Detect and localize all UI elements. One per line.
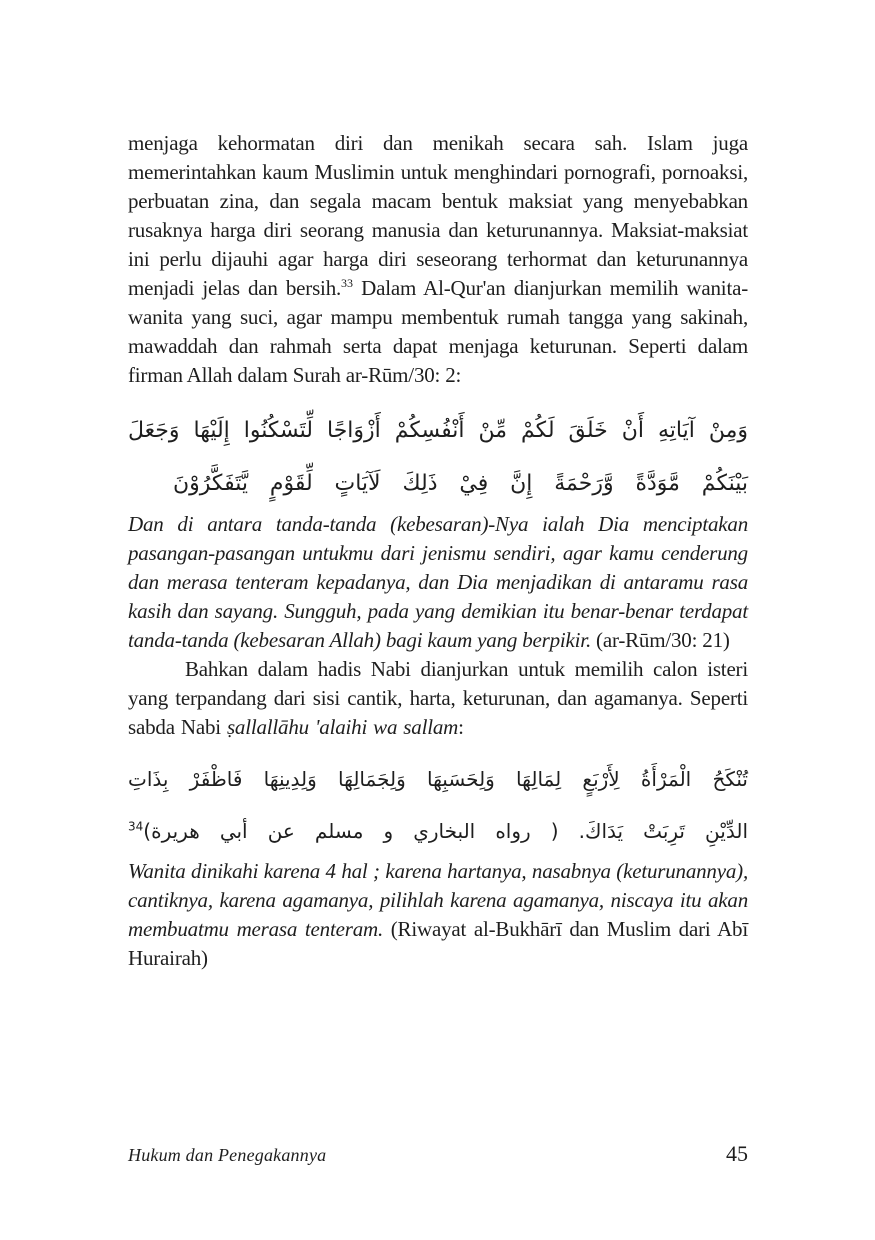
hadith-line-1: تُنْكَحُ الْمَرْأَةُ لِأَرْبَعٍ لِمَالِهَا وَلِحَسَبِهَا وَلِجَمَالِهَا وَلِدِينِهَا فَاظْفَرْ بِذَاتِ bbox=[128, 767, 748, 791]
paragraph-intro-text: menjaga kehormatan diri dan menikah secara sah. Islam juga memerintahkan kaum Muslimin untuk menghindari pornografi, pornoaksi, perbuatan zina, dan segala macam bentuk maksiat yang menyebabkan rusaknya harga diri seorang manusia dan keturunannya. Maksiat-maksiat ini perlu dijauhi agar harga diri seseorang terhormat dan keturunannya menjadi jelas dan bersih. bbox=[128, 131, 748, 300]
quran-translation-text: Dan di antara tanda-tanda (kebesaran)-Nya ialah Dia menciptakan pasangan-pasangan untukmu dari jenismu sendiri, agar kamu cenderung dan merasa tenteram kepadanya, dan Dia menjadikan di antaramu rasa kasih dan sayang. Sungguh, pada yang demikian itu benar-benar terdapat tanda-tanda (kebesaran Allah) bagi kaum yang berpikir. bbox=[128, 512, 748, 652]
text-column bbox=[128, 129, 748, 973]
hadith-citation: (Riwayat al-Bukhārī dan Muslim dari Abī Hurairah) bbox=[128, 917, 748, 970]
footnote-ref-33: 33 bbox=[341, 276, 354, 290]
hadith-translation bbox=[128, 857, 748, 973]
footnote-ref-34: 34 bbox=[128, 819, 144, 834]
hadith-translation-text: Wanita dinikahi karena 4 hal ; karena hartanya, nasabnya (keturunannya), cantiknya, karena agamanya, pilihlah karena agamanya, niscaya itu akan membuatmu merasa tenteram. bbox=[128, 859, 748, 941]
page-number: 45 bbox=[726, 1141, 748, 1166]
paragraph-intro bbox=[128, 129, 748, 390]
quran-citation: (ar-Rūm/30: 21) bbox=[591, 628, 730, 652]
paragraph-intro-continuation: Dalam Al-Qur'an dianjurkan memilih wanita-wanita yang suci, agar mampu membentuk rumah tangga yang sakinah, mawaddah dan rahmah serta dapat menjaga keturunan. Seperti dalam firman Allah dalam Surah ar-Rūm/30: 2: bbox=[128, 276, 748, 387]
paragraph-hadith-intro bbox=[128, 655, 748, 742]
quran-verse-arabic bbox=[128, 404, 748, 510]
page-footer bbox=[128, 1141, 748, 1167]
hadith-arabic bbox=[128, 753, 748, 857]
quran-translation bbox=[128, 510, 748, 655]
paragraph-hadith-intro-colon: : bbox=[458, 715, 464, 739]
running-book-title: Hukum dan Penegakannya bbox=[128, 1145, 327, 1165]
hadith-line-2 bbox=[128, 805, 748, 857]
hadith-line-2-text: الدِّيْنِ تَرِبَتْ يَدَاكَ. ( رواه البخاري و مسلم عن أبي هريرة) bbox=[143, 819, 748, 843]
paragraph-hadith-intro-text: Bahkan dalam hadis Nabi dianjurkan untuk memilih calon isteri yang terpandang dari sisi cantik, harta, keturunan, dan agamanya. Seperti sabda Nabi bbox=[128, 657, 748, 739]
quran-verse-line-1: وَمِنْ آيَاتِهِ أَنْ خَلَقَ لَكُمْ مِّنْ أَنْفُسِكُمْ أَزْوَاجًا لِّتَسْكُنُوا إِلَيْهَا وَجَعَلَ bbox=[128, 418, 748, 443]
quran-verse-line-2: بَيْنَكُمْ مَّوَدَّةً وَّرَحْمَةً إِنَّ فِيْ ذَلِكَ لَآيَاتٍ لِّقَوْمٍ يَّتَفَكَّرُوْنَ bbox=[173, 471, 748, 496]
honorific-phrase: ṣallallāhu 'alaihi wa sallam bbox=[226, 715, 459, 739]
